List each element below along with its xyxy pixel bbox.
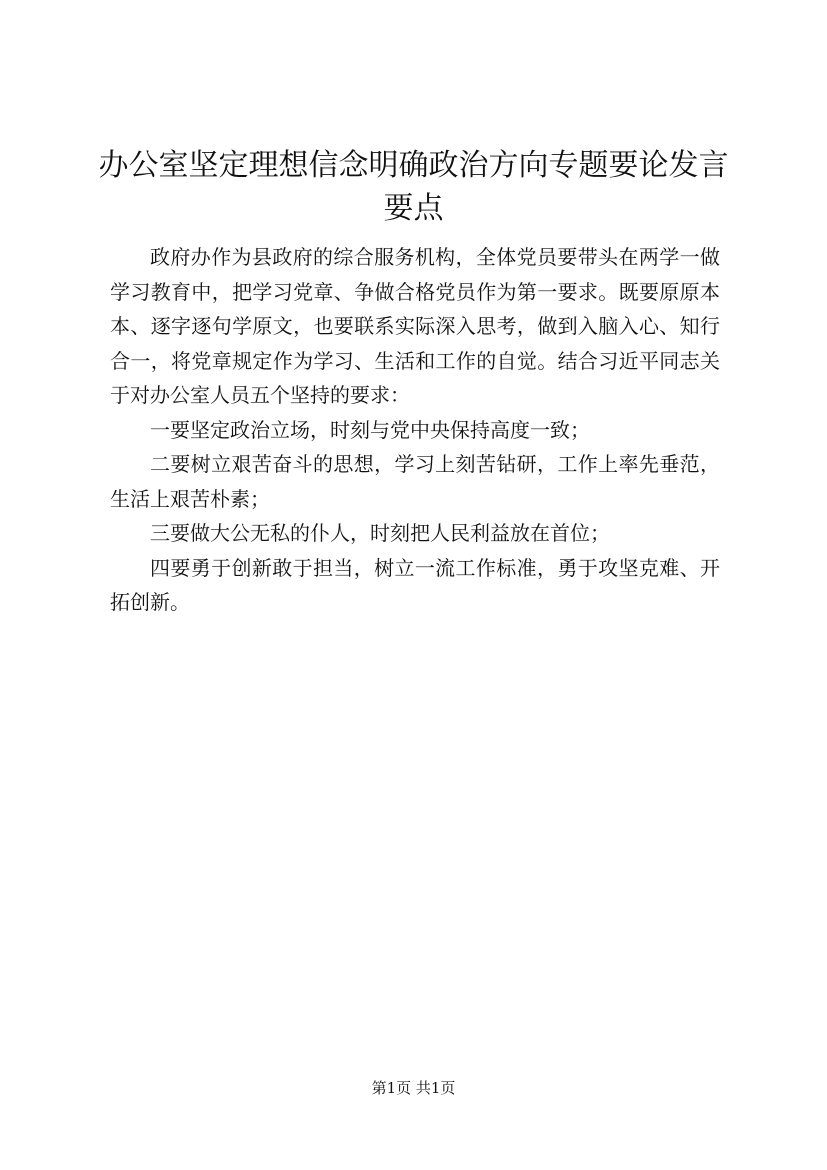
paragraph-intro: 政府办作为县政府的综合服务机构，全体党员要带头在两学一做学习教育中，把学习党章、争做合格党员作为第一要求。既要原原本本、逐字逐句学原文，也要联系实际深入思考，做到入脑入心、知行合一，将党章规定作为学习、生活和工作的自觉。结合习近平同志关于对办公室人员五个坚持的要求： — [110, 245, 720, 407]
paragraph-requirement-4: 四要勇于创新敢于担当，树立一流工作标准，勇于攻坚克难、开拓创新。 — [110, 555, 720, 614]
document-body — [110, 240, 720, 620]
paragraph-requirement-2: 二要树立艰苦奋斗的思想，学习上刻苦钻研，工作上率先垂范，生活上艰苦朴素； — [110, 452, 720, 511]
paragraph-requirement-1: 一要坚定政治立场，时刻与党中央保持高度一致； — [150, 417, 590, 442]
page-number-footer: 第1页 共1页 — [371, 1079, 456, 1097]
document-title: 办公室坚定理想信念明确政治方向专题要论发言要点 — [98, 148, 729, 226]
paragraph-requirement-3: 三要做大公无私的仆人，时刻把人民利益放在首位； — [150, 521, 610, 545]
